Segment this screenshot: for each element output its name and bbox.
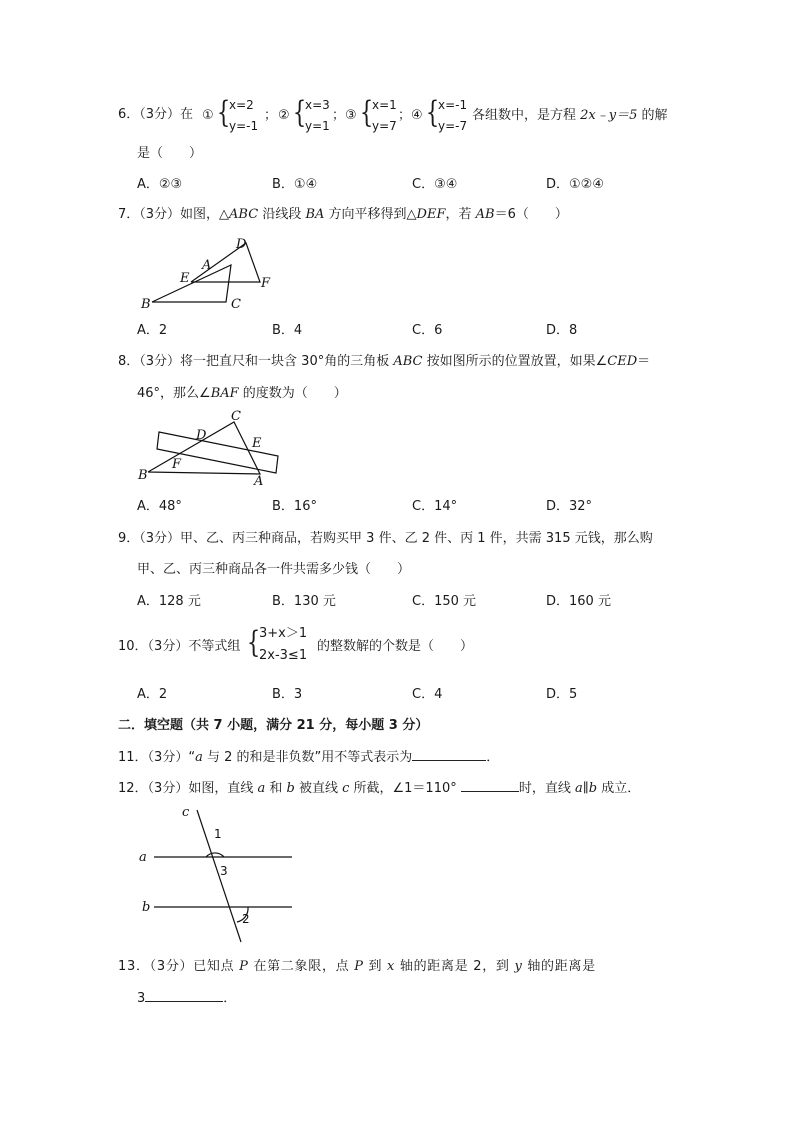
- q6-choice-2-marker: ②: [278, 108, 290, 123]
- q6-option-b: B．①④: [272, 177, 318, 192]
- q7-option-c: C．6: [412, 323, 443, 338]
- brace-icon: {: [359, 95, 374, 130]
- q12-label-1: 1: [214, 827, 222, 841]
- q13-answer-blank[interactable]: [145, 989, 223, 1002]
- q10-option-b: B．3: [272, 687, 303, 702]
- q6-choice-4-marker: ④: [411, 108, 423, 123]
- q7-option-d: D．8: [546, 323, 578, 338]
- q8-option-a: A．48°: [137, 499, 182, 514]
- q6-option-c: C．③④: [412, 177, 458, 192]
- q7-label-b: B: [141, 297, 151, 312]
- q12-answer-blank[interactable]: [461, 779, 519, 792]
- q6-system-3: { x=1 y=7: [359, 95, 397, 133]
- q8-label-e: E: [252, 436, 262, 451]
- q10-prefix: 10．（3分）不等式组: [118, 639, 241, 654]
- q8-option-c: C．14°: [412, 499, 458, 514]
- q12-figure: [134, 804, 304, 946]
- q7-option-b: B．4: [272, 323, 303, 338]
- q8-option-d: D．32°: [546, 499, 593, 514]
- q7-figure: [130, 232, 280, 314]
- q10-system: { 3+x＞1 2x-3≤1: [246, 625, 308, 663]
- q12-label-3: 3: [220, 864, 228, 878]
- q8-figure: [132, 406, 284, 490]
- q7-label-e: E: [180, 271, 190, 286]
- q10-option-a: A．2: [137, 687, 168, 702]
- q13-stem-line1: 13．（3分）已知点 P 在第二象限，点 P 到 x 轴的距离是 2，到 y 轴的距离是: [118, 959, 596, 974]
- q12-label-a: a: [139, 850, 147, 865]
- q13-stem-line2: 3 ．: [137, 991, 237, 1006]
- q9-option-d: D．160 元: [546, 594, 611, 609]
- q9-option-b: B．130 元: [272, 594, 336, 609]
- q7-label-c: C: [231, 297, 241, 312]
- q9-line2: 甲、乙、丙三种商品各一件共需多少钱（ ）: [137, 562, 411, 577]
- q6-choice-3-marker: ③: [345, 108, 357, 123]
- q8-stem-line1: 8．（3分）将一把直尺和一块含 30°角的三角板 ABC 按如图所示的位置放置，如果∠CED＝: [118, 354, 651, 369]
- brace-icon: {: [425, 95, 440, 130]
- q9-line1: 9．（3分）甲、乙、丙三种商品，若购买甲 3 件、乙 2 件、丙 1 件，共需 315 元钱，那么购: [118, 531, 653, 546]
- q8-label-b: B: [138, 468, 148, 483]
- section-heading: 二．填空题（共 7 小题，满分 21 分，每小题 3 分）: [118, 718, 429, 733]
- q12-label-b: b: [142, 900, 151, 915]
- q11-answer-blank[interactable]: [412, 748, 486, 761]
- brace-icon: {: [216, 95, 231, 130]
- q10-option-d: D．5: [546, 687, 578, 702]
- q7-label-a: A: [202, 258, 212, 273]
- q6-option-a: A．②③: [137, 177, 183, 192]
- q8-label-d: D: [196, 428, 207, 443]
- q8-label-c: C: [231, 409, 241, 424]
- q8-label-f: F: [172, 457, 182, 472]
- q6-line1: 6．（3分）在: [118, 107, 194, 122]
- q6-line1-tail: 各组数中，是方程 2x﹣y＝5 的解: [472, 108, 668, 123]
- brace-icon: {: [292, 95, 307, 130]
- q10-suffix: 的整数解的个数是（ ）: [317, 639, 474, 654]
- triangle-abc: [152, 265, 231, 302]
- q9-option-c: C．150 元: [412, 594, 477, 609]
- q10-option-c: C．4: [412, 687, 443, 702]
- q6-system-1: { x=2 y=-1: [216, 95, 259, 133]
- q11-stem: 11．（3分）“a 与 2 的和是非负数”用不等式表示为 ．: [118, 750, 500, 765]
- q7-stem: 7．（3分）如图，△ABC 沿线段 BA 方向平移得到△DEF，若 AB＝6（ ）: [118, 207, 568, 222]
- q7-label-d: D: [236, 237, 247, 252]
- brace-icon: {: [246, 625, 261, 660]
- angle-1-arc: [206, 853, 224, 857]
- q8-label-a: A: [254, 474, 264, 489]
- q12-label-c: c: [182, 805, 190, 820]
- q9-option-a: A．128 元: [137, 594, 201, 609]
- q8-stem-line2: 46°，那么∠BAF 的度数为（ ）: [137, 386, 347, 401]
- q6-line2: 是（ ）: [137, 146, 203, 161]
- q7-label-f: F: [261, 276, 271, 291]
- q6-option-d: D．①②④: [546, 177, 604, 192]
- q6-choice-1-marker: ①: [202, 108, 214, 123]
- q8-option-b: B．16°: [272, 499, 317, 514]
- q6-system-2: { x=3 y=1: [292, 95, 330, 133]
- q7-option-a: A．2: [137, 323, 168, 338]
- q12-stem: 12．（3分）如图，直线 a 和 b 被直线 c 所截，∠1＝110° 时，直线 a∥b 成立．: [118, 781, 641, 796]
- q12-label-2: 2: [242, 912, 250, 926]
- q6-system-4: { x=-1 y=-7: [425, 95, 468, 133]
